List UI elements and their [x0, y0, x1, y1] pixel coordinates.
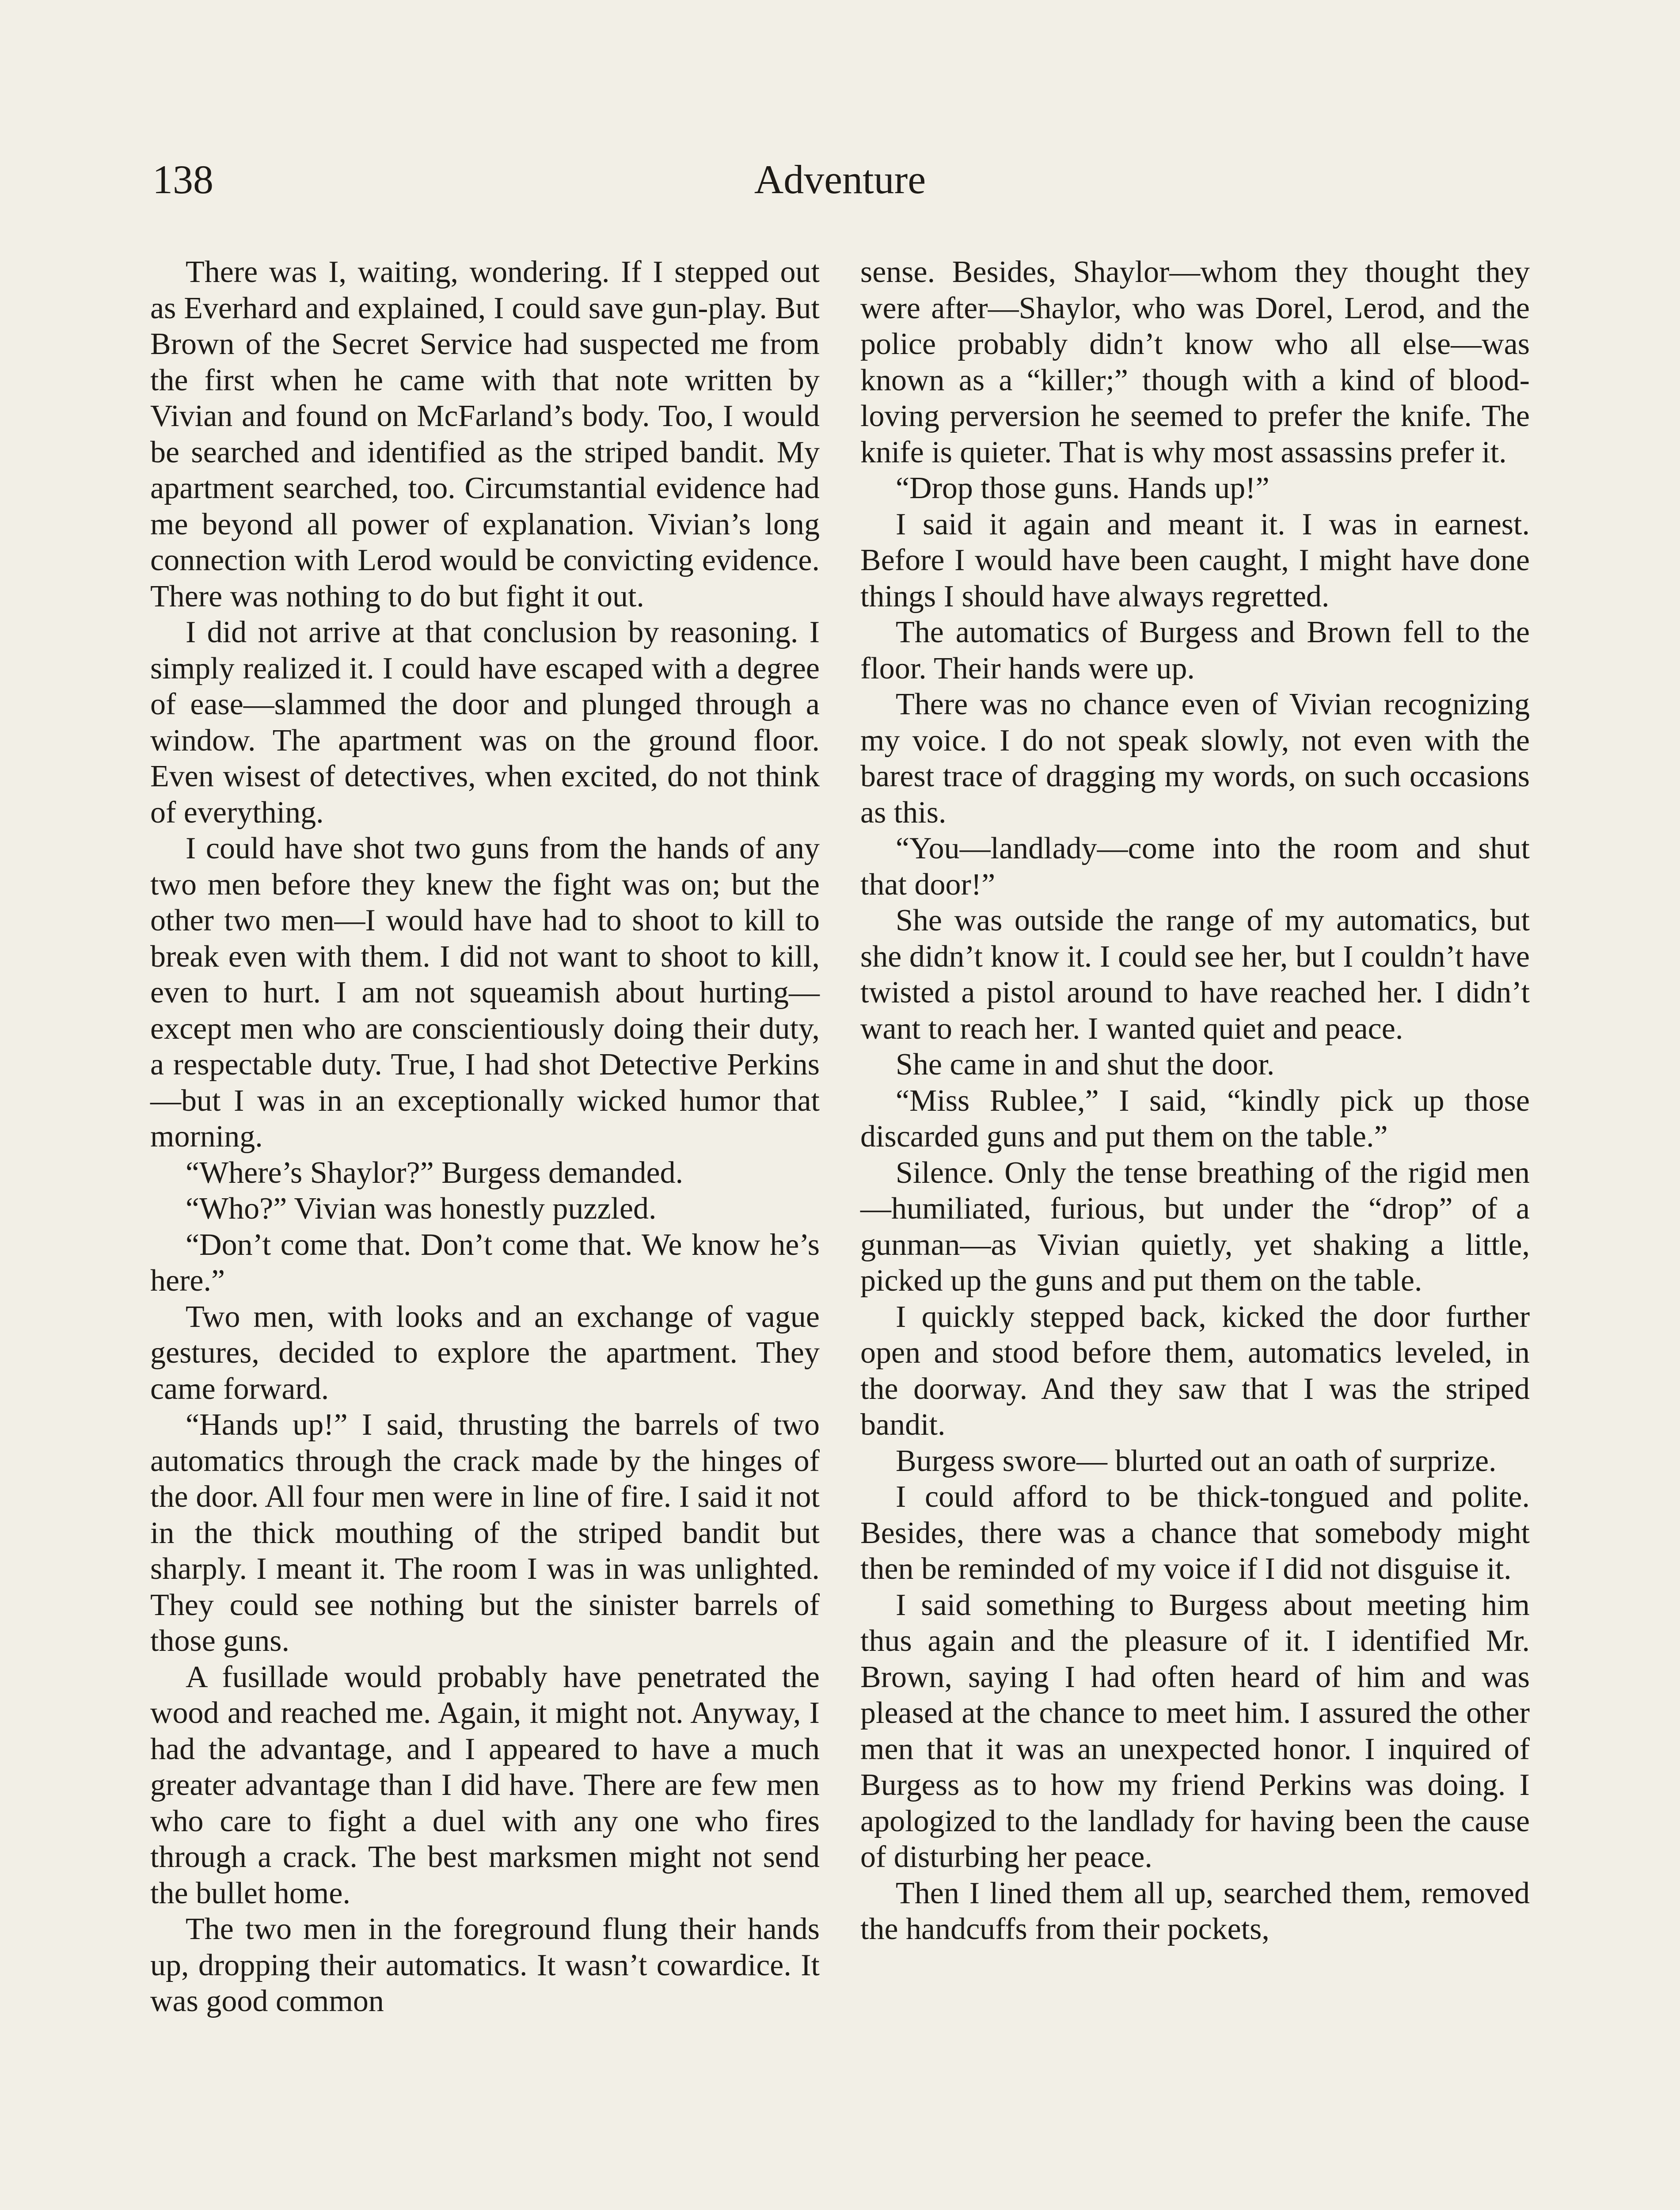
paragraph: She was outside the range of my automatics, but she didn’t know it. I could see her, but I couldn’t have twisted a pistol around to have reached her. I didn’t want to reach her. I wanted quiet and peace. — [860, 903, 1530, 1046]
paragraph: I said something to Burgess about meeting him thus again and the pleasure of it. I identified Mr. Brown, saying I had often heard of him and was pleased at the chance to meet him. I assured the other men that it was an unexpected honor. I inquired of Burgess as to how my friend Perkins was doing. I apologized to the landlady for having been the cause of disturbing her peace. — [860, 1588, 1530, 1874]
paragraph: There was I, waiting, wondering. If I stepped out as Everhard and explained, I could save gun-play. But Brown of the Secret Service had suspected me from the first when he came with that note written by Vivian and found on McFarland’s body. Too, I would be searched and identified as the striped bandit. My apartment searched, too. Circumstantial evidence had me beyond all power of explanation. Vivian’s long connection with Lerod would be convicting evidence. There was nothing to do but fight it out. — [150, 255, 820, 613]
paragraph: I could have shot two guns from the hands of any two men before they knew the fight was on; but the other two men—I would have had to shoot to kill to break even with them. I did not want to shoot to kill, even to hurt. I am not squeamish about hurting—except men who are conscientiously doing their duty, a respectable duty. True, I had shot Detective Perkins —but I was in an exceptionally wicked humor that morning. — [150, 831, 820, 1154]
paragraph: She came in and shut the door. — [896, 1048, 1275, 1082]
paragraph: Burgess swore— blurted out an oath of surprize. — [896, 1444, 1497, 1478]
page-number: 138 — [152, 157, 213, 202]
paragraph: “You—landlady—come into the room and shut that door!” — [860, 831, 1530, 902]
running-head-title: Adventure — [754, 157, 926, 202]
left-column — [150, 254, 820, 2019]
paragraph: There was no chance even of Vivian recognizing my voice. I do not speak slowly, not even with the barest trace of dragging my words, on such occasions as this. — [860, 687, 1530, 830]
paragraph: “Who?” Vivian was honestly puzzled. — [186, 1192, 657, 1226]
paragraph: I could afford to be thick-tongued and polite. Besides, there was a chance that somebody might then be reminded of my voice if I did not disguise it. — [860, 1480, 1530, 1586]
paragraph: Then I lined them all up, searched them, removed the handcuffs from their pockets, — [860, 1876, 1530, 1946]
paragraph: “Miss Rublee,” I said, “kindly pick up those discarded guns and put them on the table.” — [860, 1083, 1530, 1154]
paragraph: Silence. Only the tense breathing of the rigid men—humiliated, furious, but under the “drop” of a gunman—as Vivian quietly, yet shaking a little, picked up the guns and put them on the table. — [860, 1155, 1530, 1298]
paragraph: “Drop those guns. Hands up!” — [896, 471, 1270, 505]
right-column — [860, 254, 1530, 1947]
paragraph: The automatics of Burgess and Brown fell to the floor. Their hands were up. — [860, 615, 1530, 686]
paragraph-continued: sense. Besides, Shaylor—whom they thought they were after—Shaylor, who was Dorel, Lerod, and the police probably didn’t know who all else—was known as a “killer;” though with a kind of blood-loving perversion he seemed to prefer the knife. The knife is quieter. That is why most assassins prefer it. — [860, 255, 1530, 469]
paragraph: “Hands up!” I said, thrusting the barrels of two automatics through the crack made by the hinges of the door. All four men were in line of fire. I said it not in the thick mouthing of the striped bandit but sharply. I meant it. The room I was in was unlighted. They could see nothing but the sinister barrels of those guns. — [150, 1408, 820, 1658]
paragraph: The two men in the foreground flung their hands up, dropping their automatics. It wasn’t cowardice. It was good common — [150, 1912, 820, 2018]
paragraph: “Where’s Shaylor?” Burgess demanded. — [186, 1155, 684, 1190]
paragraph: I did not arrive at that conclusion by reasoning. I simply realized it. I could have escaped with a degree of ease—slammed the door and plunged through a window. The apartment was on the ground floor. Even wisest of detectives, when excited, do not think of everything. — [150, 615, 820, 830]
paragraph: A fusillade would probably have penetrated the wood and reached me. Again, it might not. Anyway, I had the advantage, and I appeared to have a much greater advantage than I did have. There are few men who care to fight a duel with any one who fires through a crack. The best marksmen might not send the bullet home. — [150, 1660, 820, 1910]
paragraph: I said it again and meant it. I was in earnest. Before I would have been caught, I might have done things I should have always regretted. — [860, 507, 1530, 613]
paragraph: Two men, with looks and an exchange of vague gestures, decided to explore the apartment. They came forward. — [150, 1299, 820, 1406]
paragraph: “Don’t come that. Don’t come that. We know he’s here.” — [150, 1227, 820, 1298]
paragraph: I quickly stepped back, kicked the door further open and stood before them, automatics leveled, in the doorway. And they saw that I was the striped bandit. — [860, 1299, 1530, 1442]
